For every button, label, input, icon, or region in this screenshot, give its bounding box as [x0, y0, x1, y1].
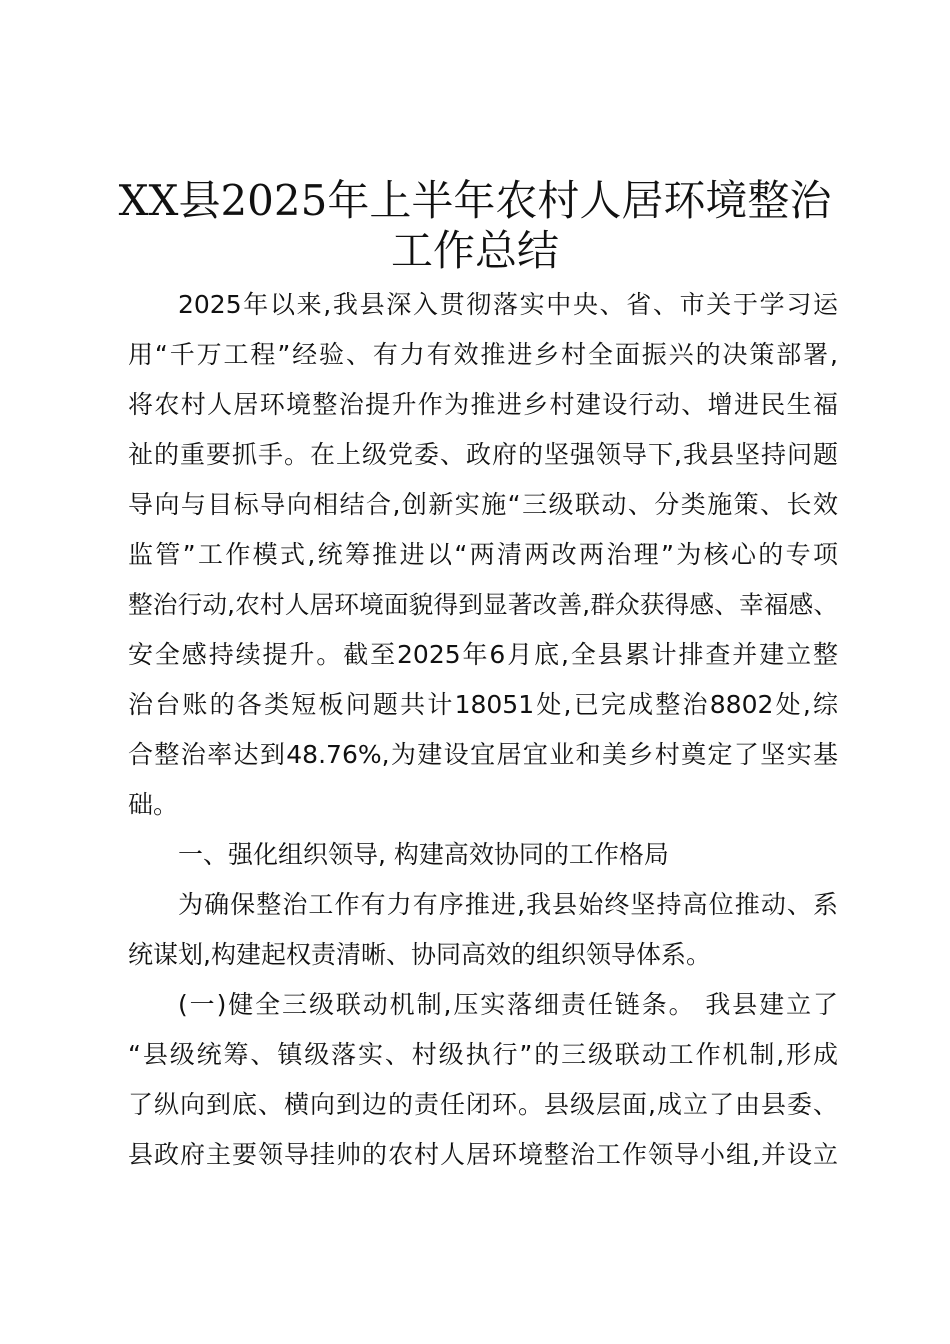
text-line: 用“千万工程”经验、有力有效推进乡村全面振兴的决策部署,	[128, 340, 838, 369]
text-line: 监管”工作模式,统筹推进以“两清两改两治理”为核心的专项	[128, 540, 838, 569]
title-line-2: 工作总结	[390, 226, 559, 275]
text-line: 统谋划,构建起权责清晰、协同高效的组织领导体系。	[128, 940, 711, 969]
text-line: 县政府主要领导挂帅的农村人居环境整治工作领导小组,并设立	[128, 1140, 838, 1169]
document-body	[128, 280, 838, 1180]
text-line: 为确保整治工作有力有序推进,我县始终坚持高位推动、系	[178, 890, 838, 919]
text-line: 2025年以来,我县深入贯彻落实中央、省、市关于学习运	[178, 290, 838, 319]
text-line: 治台账的各类短板问题共计18051处,已完成整治8802处,综	[128, 690, 838, 719]
document-title	[110, 176, 840, 276]
text-line: 导向与目标导向相结合,创新实施“三级联动、分类施策、长效	[128, 490, 838, 519]
title-line-1: XX县2025年上半年农村人居环境整治	[118, 176, 832, 225]
text-line: 将农村人居环境整治提升作为推进乡村建设行动、增进民生福	[128, 390, 838, 419]
text-line: (一)健全三级联动机制,压实落细责任链条。 我县建立了	[178, 990, 838, 1019]
text-line: 祉的重要抓手。在上级党委、政府的坚强领导下,我县坚持问题	[128, 440, 838, 469]
text-line: 安全感持续提升。截至2025年6月底,全县累计排查并建立整	[128, 640, 838, 669]
text-line: 整治行动,农村人居环境面貌得到显著改善,群众获得感、幸福感、	[128, 590, 838, 619]
text-line: 础。	[128, 790, 179, 819]
text-line: 合整治率达到48.76%,为建设宜居宜业和美乡村奠定了坚实基	[128, 740, 838, 769]
text-line: “县级统筹、镇级落实、村级执行”的三级联动工作机制,形成	[128, 1040, 838, 1069]
text-line: 了纵向到底、横向到边的责任闭环。县级层面,成立了由县委、	[128, 1090, 838, 1119]
text-line: 一、强化组织领导, 构建高效协同的工作格局	[178, 840, 669, 869]
